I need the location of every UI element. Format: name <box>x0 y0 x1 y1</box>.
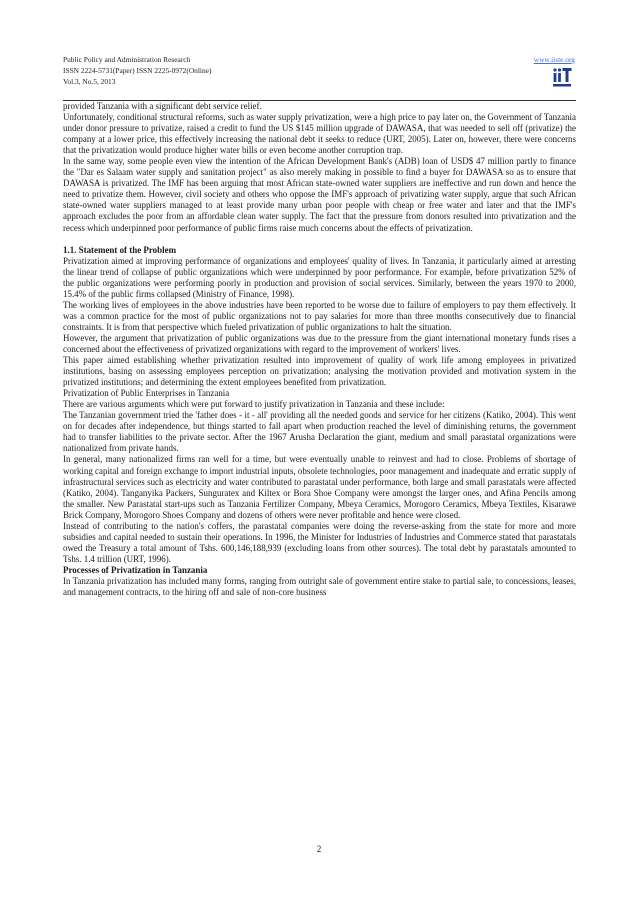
paragraph: In Tanzania privatization has included many forms, ranging from outright sale of government entire stake to partial sale, to concessions, leases, and management contracts, to the hiring off and sale of non-core business <box>63 575 576 598</box>
journal-issn: ISSN 2224-5731(Paper) ISSN 2225-0972(Online) <box>63 66 212 76</box>
paragraph: Unfortunately, conditional structural reforms, such as water supply privatization, were a high price to pay later on, the Government of Tanzania under donor pressure to privatize, raised a credit to fund the US $145 million upgrade of DAWASA, that was needed to sell off (privatize) the company at a lower price, this effectively increasing the national debt it seeks to reduce (URT, 2005). Later on, however, there were concerns that the privatization would produce higher water bills or even become another corruption trap. <box>63 112 576 156</box>
paragraph: In general, many nationalized firms ran well for a time, but were eventually unable to reinvest and had to close. Problems of shortage of working capital and foreign exchange to import industrial inputs, obsolete technologies, poor management and inadequate and erratic supply of infrastructural services such as electricity and water contributed to parastatal under performance, both large and small parastatals were affected (Katiko, 2004). Tanganyika Packers, Sunguratex and Kiltex or Bora Shoe Company were amongst the larger ones, and Afina Pencils among the smaller. New Parastatal start-ups such as Tanzania Fertilizer Company, Mbeya Ceramics, Morogoro Ceramics, Mbeya Textiles, Kisarawe Brick Company, Morogoro Shoes Company and dozens of others were never profitable and hence were closed. <box>63 454 576 520</box>
paragraph: However, the argument that privatization of public organizations was due to the pressure from the giant international monetary funds rises a concerned about the effectiveness of privatized organizations with regard to the improvement of workers' lives. <box>63 332 576 354</box>
paragraph: Privatization of Public Enterprises in Tanzania <box>63 388 230 399</box>
paragraph: This paper aimed establishing whether privatization resulted into improvement of quality of work life among employees in privatized institutions, basing on assessing employees perception on privatization; analysing the motivation provided and motivation system in the privatized institutions; and determining the extent employees benefited from privatization. <box>63 355 576 388</box>
paragraph: There are various arguments which were put forward to justify privatization in Tanzania and these include: <box>63 399 445 410</box>
journal-info <box>63 54 575 88</box>
section-heading: Processes of Privatization in Tanzania <box>63 564 208 575</box>
section-heading: 1.1. Statement of the Problem <box>63 244 177 255</box>
paragraph: provided Tanzania with a significant debt service relief. <box>63 101 262 111</box>
journal-title: Public Policy and Administration Research <box>63 55 191 64</box>
paragraph: In the same way, some people even view the intention of the African Development Bank's (ADB) loan of USD$ 47 million partly to finance the "Dar es Salaam water supply and sanitation project" as also merely making in possible to find a buyer for DAWASA so as to ensure that DAWASA is privatized. The IMF has been arguing that most African state-owned water suppliers are ineffective and run down and hence the need to privatize them. However, civil society and others who oppose the IMF's approach of privatizing water supply, argue that such African state-owned water suppliers managed to at least provide many urban poor people with cheap or free water and later and that the IMF's approach excludes the poor from an affordable clean water supply. The fact that the pressure from donors resulted into privatization and the recess which underpinned poor performance of public firms raise much concerns about the effects of privatization. <box>63 156 576 233</box>
paragraph: Instead of contributing to the nation's coffers, the parastatal companies were doing the reverse-asking from the state for more and more subsidies and capital needed to sustain their operations. In 1996, the Minister for Industries of Industries and Commerce stated that parastatals owed the Treasury a total amount of Tshs. 600,146,188,939 (excluding loans from other sources). The total debt by parastatals amounted to Tshs. 1.4 trillion (URT, 1996). <box>63 520 576 564</box>
paragraph: The Tanzanian government tried the 'father does - it - all' providing all the needed goods and service for her citizens (Katiko, 2004). This went on for decades after independence, but things started to fall apart when production reached the level of diminishing returns, the government had to transfer liabilities to the private sector. After the 1967 Arusha Declaration the giant, medium and small parastatal organizations were nationalized from private hands. <box>63 410 576 454</box>
journal-volume: Vol.3, No.5, 2013 <box>63 77 116 87</box>
page-number: 2 <box>316 844 322 854</box>
page-header <box>63 54 575 98</box>
article-body <box>63 101 576 598</box>
iiste-logo-icon <box>551 66 573 88</box>
journal-url-link[interactable]: www.iiste.org <box>533 55 575 64</box>
paragraph: Privatization aimed at improving performance of organizations and employees' quality of lives. In Tanzania, it particularly aimed at arresting the linear trend of collapse of public organizations which were underpinned by poor performance. For example, before privatization 52% of the public organizations were performing poorly in production and provision of social services. Similarly, between the years 1970 to 2000, 15.4% of the public firms collapsed (Ministry of Finance, 1998). <box>63 255 576 299</box>
paragraph: The working lives of employees in the above industries have been reported to be worse due to failure of employers to pay them effectively. It was a common practice for the most of public organizations not to pay salaries for more than three months consecutively due to financial constraints. It is from that perspective which fueled privatization of public organizations to halt the situation. <box>63 299 576 332</box>
